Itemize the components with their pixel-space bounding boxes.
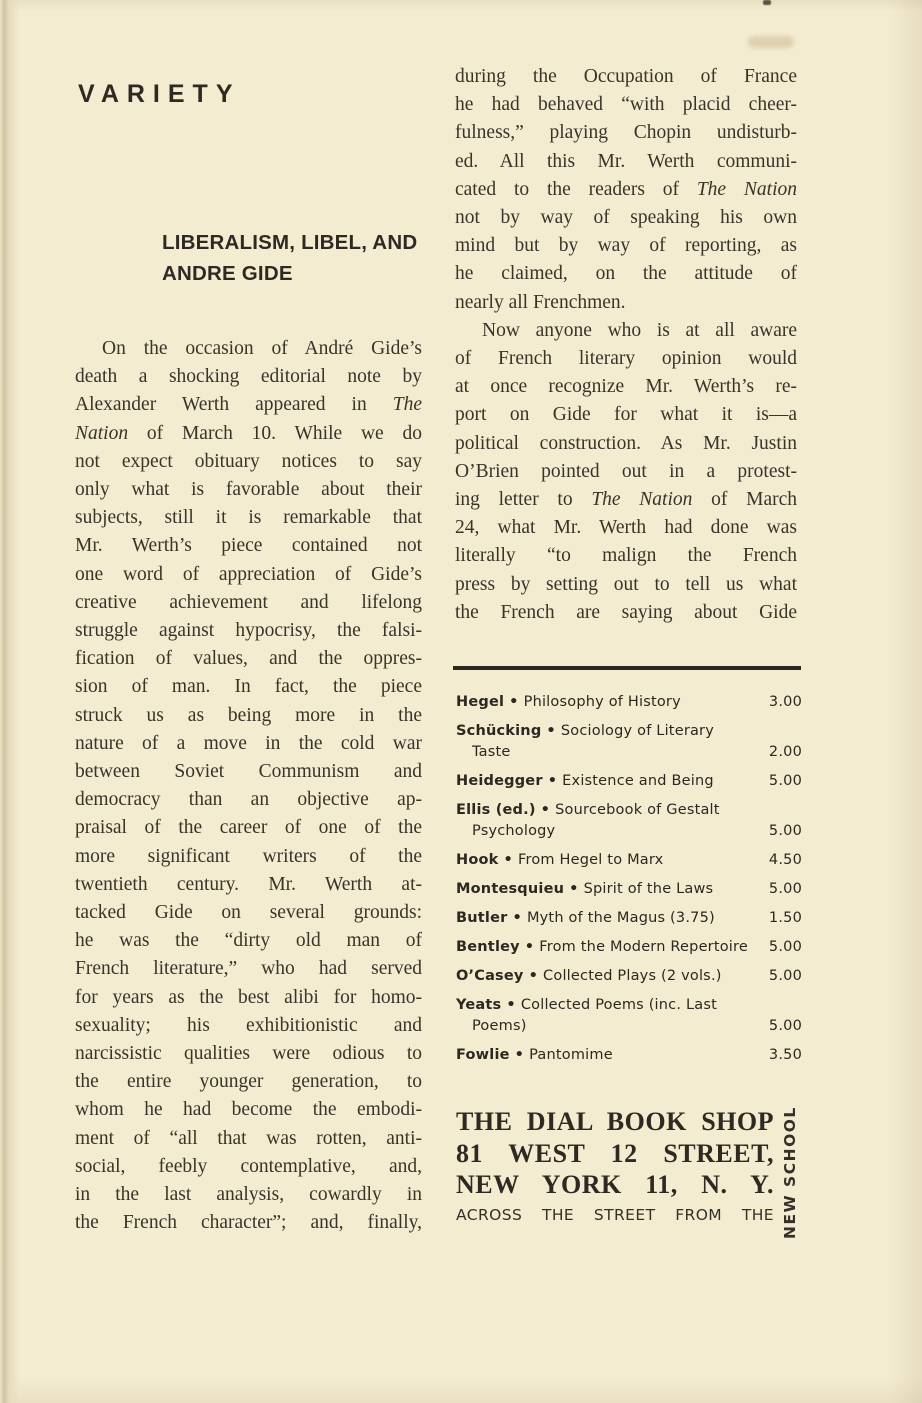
article-line [455,373,797,401]
text-segment: sexuality; his exhibitionistic and [75,1014,422,1036]
text-segment: press by setting out to tell us what [455,573,797,595]
article-line [75,363,422,391]
book-row [456,937,802,958]
book-author: Schücking [456,723,542,739]
book-author: O’Casey [456,968,524,984]
article-line [75,420,422,448]
article-line [75,955,422,983]
text-segment: of March [692,489,797,511]
article-line [75,1096,422,1124]
article-line [75,927,422,955]
book-entry [456,937,752,958]
article-line [75,532,422,560]
text-segment: democracy than an objective ap- [75,789,422,811]
book-price: 2.00 [768,744,802,760]
text-segment: ed. All this Mr. Werth communi- [455,150,797,172]
book-entry [456,1045,752,1066]
book-entry [456,771,752,792]
text-segment: twentieth century. Mr. Werth at- [75,873,422,895]
text-segment: praisal of the career of one of the [75,817,422,839]
article-line [75,786,422,814]
book-price: 5.00 [768,1018,802,1034]
book-entry [456,966,752,987]
text-segment: whom he had become the embodi- [75,1099,422,1121]
text-segment: port on Gide for what it is—a [455,404,797,426]
vertical-new-school-label: NEW SCHOOL [781,1106,799,1239]
text-segment: death a shocking editorial note by [75,366,422,388]
bullet-icon: • [514,1047,525,1063]
book-author: Hook [456,852,499,868]
shop-name-line: THE DIAL BOOK SHOP [456,1107,774,1136]
article-line [455,232,797,260]
italic-text-segment: The Nation [591,489,693,511]
scan-smudge [748,36,794,48]
text-segment: not by way of speaking his own [455,207,797,229]
book-author: Hegel [456,694,505,710]
article-line [455,63,797,91]
italic-text-segment: Nation [75,422,129,444]
bullet-icon: • [540,802,551,818]
article-line [75,871,422,899]
article-line [75,1125,422,1153]
shop-name-line: 81 WEST 12 STREET, [456,1138,774,1168]
article-line [75,1153,422,1181]
scan-speck [763,0,771,5]
text-segment: the French are saying about Gide [455,601,797,623]
text-segment: not expect obituary notices to say [75,450,422,472]
book-author: Ellis (ed.) [456,802,536,818]
article-line [75,476,422,504]
book-entry [456,692,752,713]
shop-name-line: NEW YORK 11, N. Y. [456,1170,774,1199]
text-segment: between Soviet Communism and [75,761,422,783]
bullet-icon: • [509,694,519,710]
text-segment: he was the “dirty old man of [75,930,422,952]
text-segment: he claimed, on the attitude of [455,263,797,285]
article-line [75,730,422,758]
book-price: 5.00 [768,773,802,789]
text-segment: the French character”; and, finally, [75,1212,422,1234]
article-column-right [455,63,797,627]
book-row [456,995,802,1037]
book-title: Collected Poems (inc. Last Poems) [472,997,717,1034]
bullet-icon: • [547,773,558,789]
bullet-icon: • [546,723,556,739]
book-price: 5.00 [768,968,802,984]
article-line [455,148,797,176]
book-author: Montesquieu [456,881,565,897]
article-line [455,401,797,429]
bullet-icon: • [569,881,579,897]
article-line [75,1012,422,1040]
article-line [75,758,422,786]
article-line [455,204,797,232]
page-title: VARIETY [78,80,241,108]
book-entry [456,908,752,929]
book-author: Bentley [456,939,520,955]
text-segment: the entire younger generation, to [75,1071,422,1093]
article-line [75,899,422,927]
text-segment: 24, what Mr. Werth had done was [455,517,797,539]
text-segment: nature of a move in the cold war [75,732,422,754]
book-title: Myth of the Magus (3.75) [526,910,715,926]
book-row [456,771,802,792]
article-column-left [75,335,422,1238]
book-price: 5.00 [768,939,802,955]
article-line [455,176,797,204]
text-segment: mind but by way of reporting, as [455,235,797,257]
italic-text-segment: The Nation [696,178,797,200]
book-price-list [456,692,802,1074]
article-line [75,702,422,730]
book-title: Sociology of Literary Taste [472,723,715,760]
text-segment: one word of appreciation of Gide’s [75,563,422,585]
book-title: Spirit of the Laws [583,881,714,897]
article-line [75,448,422,476]
book-entry [456,850,752,871]
text-segment: creative achievement and lifelong [75,591,422,613]
article-line [75,1040,422,1068]
article-line [75,561,422,589]
text-segment: tacked Gide on several grounds: [75,902,422,924]
article-line [455,486,797,514]
article-title-line: LIBERALISM, LIBEL, AND [162,231,418,254]
text-segment: at once recognize Mr. Werth’s re- [455,376,797,398]
article-title-line: ANDRE GIDE [162,262,293,285]
article-line [455,458,797,486]
article-line [75,1068,422,1096]
book-author: Heidegger [456,773,543,789]
book-price: 3.50 [768,1047,802,1063]
text-segment: during the Occupation of France [455,66,797,87]
shop-tagline: ACROSS THE STREET FROM THE [456,1206,774,1224]
article-line [75,391,422,419]
text-segment: he had behaved “with placid cheer- [455,94,797,116]
article-line [75,1209,422,1237]
article-line [75,504,422,532]
text-segment: fulness,” playing Chopin undisturb- [455,122,797,144]
text-segment: only what is favorable about their [75,479,422,501]
text-segment: narcissistic qualities were odious to [75,1043,422,1065]
text-segment: for years as the best alibi for homo- [75,986,422,1008]
book-price: 1.50 [768,910,802,926]
shop-name-block [456,1106,774,1201]
text-segment: political construction. As Mr. Justin [455,432,797,454]
book-row [456,908,802,929]
bullet-icon: • [524,939,535,955]
article-line [75,984,422,1012]
article-line [455,317,797,345]
text-segment: struck us as being more in the [75,704,422,726]
text-segment: sion of man. In fact, the piece [75,676,422,698]
article-line [455,119,797,147]
text-segment: of March 10. While we do [128,422,422,444]
article-line [455,260,797,288]
book-row [456,1045,802,1066]
article-title [162,227,420,289]
book-row [456,879,802,900]
article-line [75,814,422,842]
article-line [75,589,422,617]
book-row [456,966,802,987]
article-line [455,571,797,599]
book-title: Philosophy of History [523,694,681,710]
book-row [456,692,802,713]
book-title: From Hegel to Marx [517,852,664,868]
text-segment: On the occasion of André Gide’s [102,338,422,359]
text-segment: Mr. Werth’s piece contained not [75,535,422,557]
book-entry [456,721,752,763]
text-segment: social, feebly contemplative, and, [75,1155,422,1177]
article-line [455,542,797,570]
book-author: Fowlie [456,1047,510,1063]
text-segment: literally “to malign the French [455,545,797,567]
book-title: Sourcebook of Gestalt Psychology [472,802,720,839]
article-line [455,289,797,317]
article-line [455,91,797,119]
article-line [75,673,422,701]
book-price: 3.00 [768,694,802,710]
text-segment: of French literary opinion would [455,348,797,370]
text-segment: ment of “all that was rotten, anti- [75,1127,422,1149]
article-line [75,1181,422,1209]
article-line [455,430,797,458]
book-title: Existence and Being [562,773,714,789]
book-title: Collected Plays (2 vols.) [543,968,722,984]
text-segment: in the last analysis, cowardly in [75,1184,422,1206]
text-segment: subjects, still it is remarkable that [75,507,422,529]
article-line [455,599,797,627]
italic-text-segment: The [392,394,422,416]
book-entry [456,800,752,842]
book-title: Pantomime [529,1047,613,1063]
book-price: 5.00 [768,823,802,839]
text-segment: struggle against hypocrisy, the falsi- [75,620,422,642]
bullet-icon: • [503,852,513,868]
text-segment: fication of values, and the oppres- [75,648,422,670]
article-line [75,335,422,363]
book-title: From the Modern Repertoire [539,939,748,955]
article-line [455,514,797,542]
bullet-icon: • [512,910,522,926]
book-row [456,850,802,871]
book-author: Butler [456,910,508,926]
book-entry [456,995,752,1037]
book-price: 4.50 [768,852,802,868]
article-line [75,617,422,645]
book-row [456,721,802,763]
text-segment: ing letter to [455,489,592,511]
text-segment: O’Brien pointed out in a protest- [455,460,797,482]
article-line [75,645,422,673]
text-segment: Now anyone who is at all aware [482,319,797,341]
text-segment: more significant writers of the [75,845,422,867]
article-line [455,345,797,373]
book-price: 5.00 [768,881,802,897]
text-segment: French literature,” who had served [75,958,422,980]
bullet-icon: • [528,968,539,984]
advert-divider-rule [453,666,801,670]
book-author: Yeats [456,997,502,1013]
book-row [456,800,802,842]
article-line [75,843,422,871]
text-segment: cated to the readers of [455,178,697,200]
bullet-icon: • [506,997,516,1013]
book-entry [456,879,752,900]
text-segment: Alexander Werth appeared in [75,394,393,416]
text-segment: nearly all Frenchmen. [455,291,626,313]
